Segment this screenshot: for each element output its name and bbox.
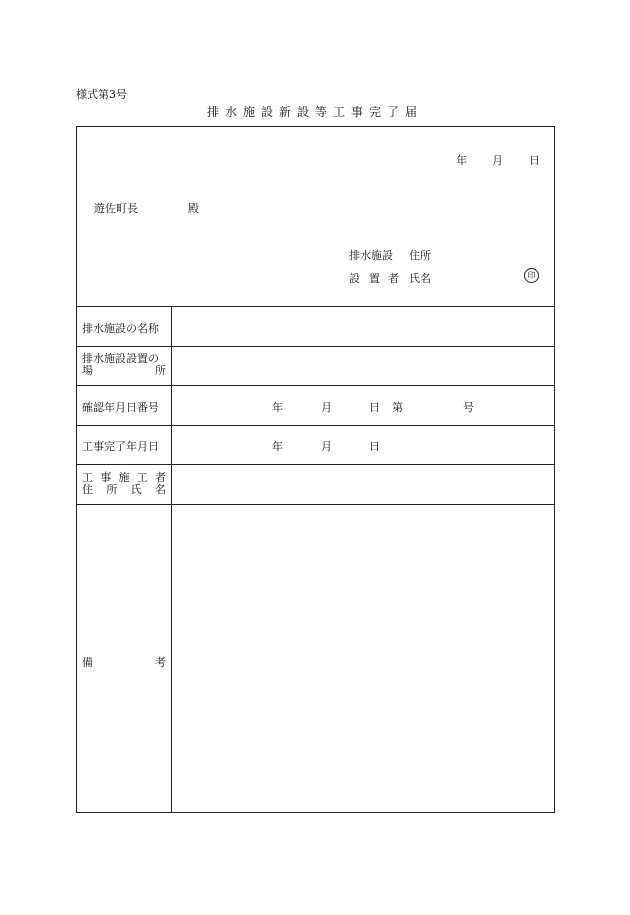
confirmation-day: 日: [369, 401, 380, 414]
addressee-name: 遊佐町長: [94, 202, 138, 215]
facility-location-label-char: 場: [82, 364, 93, 377]
form-title: 排水施設新設等工事完了届: [206, 105, 423, 119]
confirmation-no-prefix: 第: [392, 401, 403, 414]
completion-year: 年: [272, 440, 283, 453]
confirmation-no-suffix: 号: [463, 401, 474, 414]
applicant-label-line1: 排水施設: [349, 249, 393, 262]
confirmation-label: 確認年月日番号: [82, 401, 159, 414]
remarks-label-char: 備: [82, 656, 93, 669]
contractor-label: [82, 472, 166, 496]
applicant-name-label: 氏名: [409, 272, 431, 285]
applicant-address-label: 住所: [409, 249, 431, 262]
applicant-label-line2-3: 者: [388, 272, 399, 285]
contractor-label-char: 住: [82, 483, 93, 496]
contractor-label-char: 事: [100, 471, 112, 484]
completion-month: 月: [321, 440, 332, 453]
completion-day: 日: [369, 440, 380, 453]
contractor-field[interactable]: [172, 465, 554, 503]
contractor-label-char: 氏: [130, 483, 142, 496]
date-year-label: 年: [456, 154, 467, 167]
confirmation-year: 年: [272, 401, 283, 414]
row-divider: [76, 425, 555, 426]
remarks-label-char: 考: [155, 656, 166, 669]
facility-location-label-char: 所: [155, 364, 166, 377]
addressee-honorific: 殿: [188, 202, 199, 215]
applicant-label-line2-2: 置: [369, 272, 380, 285]
contractor-label-char: 工: [82, 471, 93, 484]
confirmation-month: 月: [321, 401, 332, 414]
remarks-field[interactable]: [172, 505, 554, 812]
completion-date-label: 工事完了年月日: [82, 440, 159, 453]
remarks-label: [82, 654, 166, 670]
applicant-label-line2-1: 設: [349, 272, 360, 285]
contractor-label-char: 名: [154, 483, 166, 496]
date-day-label: 日: [529, 154, 540, 167]
seal-mark: 印: [524, 268, 539, 283]
contractor-label-char: 工: [136, 471, 148, 484]
row-divider: [76, 385, 555, 386]
facility-location-label: [82, 353, 166, 377]
facility-name-label: 排水施設の名称: [82, 322, 159, 335]
facility-location-field[interactable]: [172, 347, 554, 384]
form-number: 様式第3号: [76, 88, 127, 101]
date-month-label: 月: [492, 154, 503, 167]
contractor-label-char: 施: [118, 471, 130, 484]
contractor-label-char: 者: [155, 471, 166, 484]
facility-location-label-line1: 排水施設設置の: [82, 352, 159, 365]
facility-name-field[interactable]: [172, 307, 554, 345]
contractor-label-char: 所: [106, 483, 118, 496]
